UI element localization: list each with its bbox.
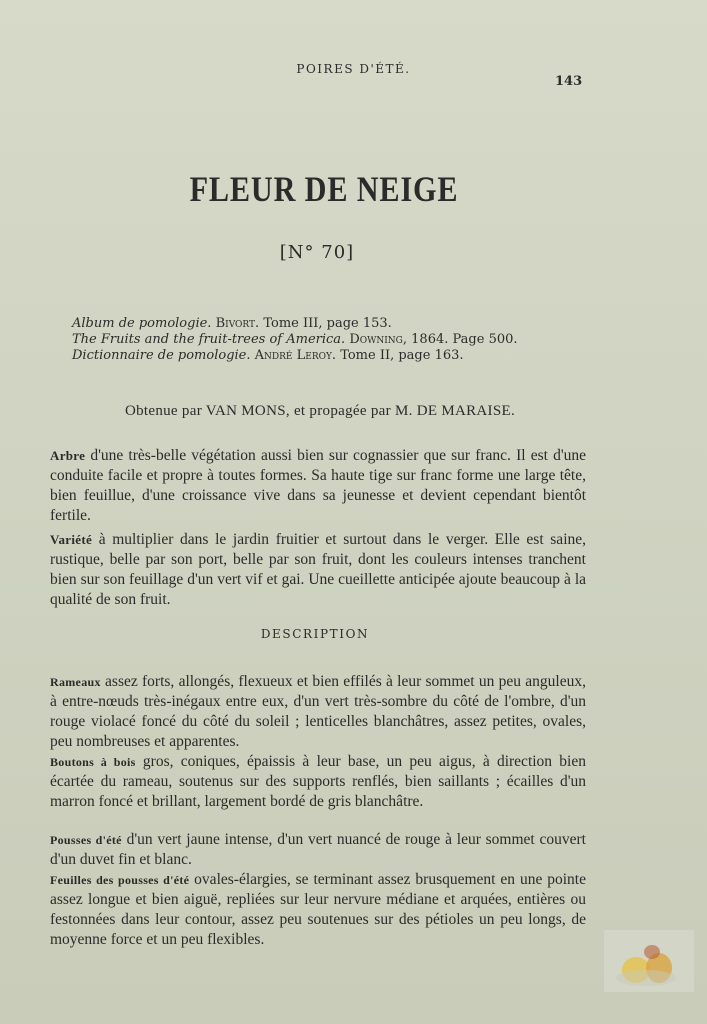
paragraph-pousses [50, 830, 586, 870]
paragraph-text: d'une très-belle végétation aussi bien sur cognassier que sur franc. Il est d'une conduite facile et propre à toutes formes. Sa haute tige sur franc forme une large tête, bien feuillue, d'une croissance vive dans sa jeunesse et devient cependant bientôt fertile. [50, 447, 586, 524]
references [72, 316, 552, 364]
paragraph-rameaux [50, 672, 586, 752]
origin-suffix: . [510, 403, 516, 419]
page-title: FLEUR DE NEIGE [189, 169, 459, 209]
fruit-stamp-icon [604, 930, 694, 992]
paragraph-lead: Variété [50, 532, 93, 547]
page-number: 143 [555, 74, 583, 89]
origin-propagator: M. DE MARAISE [394, 403, 511, 419]
reference-author: Bivort. [215, 316, 260, 331]
paragraph-feuilles [50, 870, 586, 950]
paragraph-lead: Rameaux [50, 675, 101, 689]
reference-detail: Tome III, page 153. [263, 316, 392, 331]
paragraph-variete [50, 530, 586, 610]
paragraph-text: assez forts, allongés, flexueux et bien effilés à leur sommet un peu anguleux, à entre-nœuds très-inégaux entre eux, d'un vert très-sombre du côté de l'ombre, d'un rouge violacé foncé du côté du soleil ; lenticelles blanchâtres, assez petites, ovales, peu nombreuses et apparentes. [50, 673, 586, 750]
paragraph-lead: Feuilles des pousses d'été [50, 873, 190, 887]
variety-number: [N° 70] [279, 242, 355, 263]
paragraph-text: ovales-élargies, se terminant assez brusquement en une pointe assez longue et bien aiguë, repliées sur leur nervure médiane et arquées, entières ou festonnées dans leur contour, assez peu soutenues sur des pétioles un peu longs, de moyenne force et un peu flexibles. [50, 871, 586, 948]
paragraph-text: d'un vert jaune intense, d'un vert nuancé de rouge à leur sommet couvert d'un duvet fin et blanc. [50, 831, 586, 868]
reference-author: Downing, [349, 332, 408, 347]
reference-work: The Fruits and the fruit-trees of America. [72, 332, 346, 347]
paragraph-text: gros, coniques, épaissis à leur base, un peu aigus, à direction bien écartée du rameau, soutenus sur des supports renflés, bien saillants ; écailles d'un marron foncé et brillant, largement bordé de gris blanchâtre. [50, 753, 586, 810]
origin-prefix: Obtenue par [124, 403, 202, 419]
reference-detail: 1864. Page 500. [411, 332, 518, 347]
paragraph-text: à multiplier dans le jardin fruitier et surtout dans le verger. Elle est saine, rustique, belle par son port, belle par son fruit, dont les couleurs intenses tranchent bien sur son feuillage d'un vert vif et gai. Une cueillette anticipée ajoute beaucoup à la qualité de son fruit. [50, 531, 586, 608]
origin-obtainer: VAN MONS [205, 403, 286, 419]
reference-line [72, 316, 552, 332]
reference-detail: Tome II, page 163. [340, 348, 464, 363]
description-heading: DESCRIPTION [260, 627, 370, 641]
paragraph-lead: Pousses d'été [50, 833, 122, 847]
reference-work: Album de pomologie. [72, 316, 212, 331]
paragraph-boutons [50, 752, 586, 812]
reference-author: André Leroy. [254, 348, 337, 363]
origin-line [0, 403, 640, 420]
paragraph-arbre [50, 446, 586, 526]
paragraph-lead: Boutons à bois [50, 755, 136, 769]
origin-middle: , et propagée par [285, 403, 391, 419]
reference-work: Dictionnaire de pomologie. [72, 348, 251, 363]
paragraph-lead: Arbre [50, 448, 86, 463]
reference-line [72, 332, 552, 348]
running-head: POIRES D'ÉTÉ. [296, 62, 411, 76]
reference-line [72, 348, 552, 364]
